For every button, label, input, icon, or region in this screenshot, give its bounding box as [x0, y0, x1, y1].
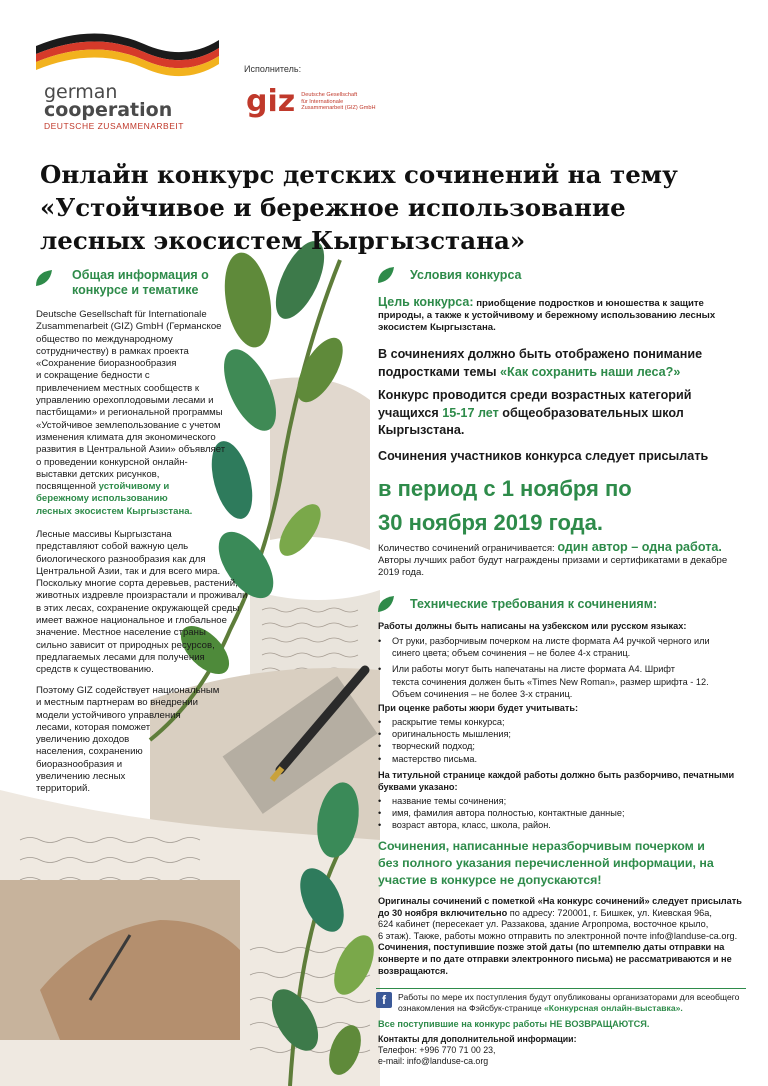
text-line: Zusammenarbeit (GIZ) GmbH (Германское	[36, 321, 222, 333]
text-line: в этих лесах, сохранение окружающей среды	[36, 602, 240, 614]
tech-requirements-heading-text: Технические требования к сочинениям:	[410, 596, 658, 611]
text-line: Авторы лучших работ будут награждены призами и сертификатами в декабре	[378, 555, 728, 567]
general-info-heading-line2: конкурсе и тематике	[72, 283, 199, 297]
deadline-text: до 30 ноября включительно	[378, 907, 508, 918]
text-line: 2019 года.	[378, 567, 425, 579]
title-line1: Онлайн конкурс детских сочинений на тему	[40, 160, 678, 189]
text-line: Оригиналы сочинений с пометкой «На конкурс сочинений» следует присылать	[378, 896, 742, 906]
text-line: представляют собой важную цель	[36, 541, 189, 553]
text-line: участие в конкурсе не допускаются!	[378, 873, 602, 887]
text-line: конверте и по дате отправки электронного письма) не рассматриваются и не	[378, 953, 732, 964]
text-line: без полного указания перечисленной информации, на	[378, 856, 714, 870]
giz-name-line1: Deutsche Gesellschaft	[301, 92, 358, 99]
title-line3: лесных экосистем Кыргызстана»	[40, 226, 526, 255]
text-line: о проведении конкурсной онлайн-	[36, 456, 188, 468]
jury-criteria	[378, 702, 738, 765]
text-line: ознакомления на Фэйсбук-странице	[398, 1003, 542, 1013]
text-line: экосистем Кыргызстана.	[378, 322, 496, 334]
list-item: • имя, фамилия автора полностью, контактные данные;	[392, 807, 748, 819]
leaf-icon	[376, 594, 396, 614]
giz-name-line3: Zusammenarbeit (GIZ) GmbH	[301, 105, 376, 112]
leaf-icon	[34, 268, 54, 288]
divider	[376, 988, 746, 989]
text-line: лесами, которая поможет	[36, 721, 151, 733]
age-range: 15-17 лет	[442, 405, 499, 420]
highlight-text: лесных экосистем Кыргызстана.	[36, 505, 193, 517]
disqualification-warning	[378, 838, 748, 889]
highlight-text: устойчивому и	[98, 481, 170, 493]
list-item: • раскрытие темы конкурса;	[392, 716, 738, 728]
contacts-heading: Контакты для дополнительной информации:	[378, 1034, 577, 1044]
text-line: увеличению доходов	[36, 734, 130, 746]
executor-label: Исполнитель:	[244, 64, 302, 74]
text-line: предлагаемых лесами для получения	[36, 651, 205, 663]
logo-cooperation: cooperation	[44, 99, 173, 121]
list-item	[392, 635, 738, 659]
text-line: общеобразовательных школ	[502, 405, 684, 420]
limit-label: Количество сочинений ограничивается:	[378, 543, 555, 554]
period-line2: 30 ноября 2019 года.	[378, 510, 603, 535]
text-line: развития в Центральной Азии» объявляет	[36, 444, 226, 456]
text-line: Поскольку многие сорта деревьев, растений,	[36, 578, 238, 590]
facebook-notice	[376, 992, 748, 1014]
text-line: увеличению лесных	[36, 771, 126, 783]
text-line: текста сочинения должен быть «Times New Roman», размер шрифта - 12.	[392, 676, 709, 687]
german-flag-wave-icon	[34, 28, 224, 78]
text-line: сильно зависит от природных ресурсов,	[36, 639, 215, 651]
text-line: синего цвета; объем сочинения – не более 4-х страниц.	[392, 648, 631, 659]
contacts	[378, 1034, 748, 1068]
text-line: • От руки, разборчивым почерком на листе формата А4 ручкой черного или	[392, 636, 710, 646]
text-line: общество по международному	[36, 333, 173, 345]
text-line: и сокращение бедности с	[36, 370, 150, 382]
text-line: • Или работы могут быть напечатаны на листе формата А4. Шрифт	[392, 664, 675, 675]
text-line: На титульной странице каждой работы должно быть разборчиво, печатными	[378, 770, 735, 780]
not-returned-notice: Все поступившие на конкурс работы НЕ ВОЗВРАЩАЮТСЯ.	[378, 1019, 650, 1029]
phone-number: Телефон: +996 770 71 00 23,	[378, 1045, 496, 1056]
send-instruction: Сочинения участников конкурса следует присылать	[378, 449, 709, 463]
text-line: Сочинения, написанные неразборчивым почерком и	[378, 839, 705, 853]
giz-logo	[246, 84, 406, 120]
text-line: пастбищами» и региональной программы	[36, 407, 223, 419]
text-line: «Устойчивое землепользование с учетом	[36, 419, 221, 431]
general-info-heading	[34, 268, 209, 298]
general-info-paragraph-3	[36, 685, 236, 796]
text-line: биологического разнообразия как для	[36, 553, 206, 565]
text-line: Лесные массивы Кыргызстана	[36, 529, 172, 540]
text-line: Центральной Азии, так и для всего мира.	[36, 565, 221, 577]
german-cooperation-logo	[34, 28, 224, 138]
highlight-text: бережному использованию	[36, 493, 168, 505]
text-line: средств к существованию.	[36, 664, 154, 676]
conditions-heading-text: Условия конкурса	[410, 267, 522, 282]
list-item: • оригинальность мышления;	[392, 728, 738, 740]
list-item: • творческий подход;	[392, 740, 738, 752]
text-line: территорий.	[36, 783, 90, 795]
limit-value: один автор – одна работа.	[557, 540, 722, 554]
text-line: Deutsche Gesellschaft für Internationale	[36, 309, 207, 320]
text-line: 6 этаж). Также, работы можно отправить по электронной почте info@landuse-ca.org.	[378, 930, 738, 941]
text-line: буквами указано:	[378, 782, 458, 792]
list-item	[392, 663, 738, 700]
text-line: Работы по мере их поступления будут опубликованы организаторами для всеобщего	[398, 992, 740, 1002]
text-line: сотрудничеству) в рамках проекта	[36, 345, 189, 357]
text-line: подростками темы	[378, 364, 497, 379]
originals-address	[378, 896, 748, 977]
email-address[interactable]: e-mail: info@landuse-ca.org	[378, 1056, 489, 1067]
text-line: изменения климата для экономического	[36, 431, 216, 443]
general-info-paragraph-1	[36, 309, 276, 518]
text-line: возвращаются.	[378, 965, 448, 976]
text-line: природы, а также к устойчивому и бережному использованию лесных	[378, 310, 716, 322]
goal-label: Цель конкурса:	[378, 295, 474, 309]
text-line: и местным партнерам во внедрении	[36, 697, 199, 709]
text-line: управлению орехоплодовыми лесами и	[36, 395, 214, 407]
text-line: животных издревле произрастали и проживали	[36, 590, 248, 602]
title-page-requirements	[378, 769, 748, 832]
list-item: • возраст автора, класс, школа, район.	[392, 819, 748, 831]
logo-german: german	[44, 81, 118, 103]
text-line: посвященной	[36, 481, 96, 493]
tech-requirements-heading	[376, 594, 657, 614]
text-line: выставки детских рисунков,	[36, 468, 160, 480]
limit-and-prizes	[378, 541, 748, 580]
text-line: 624 кабинет (пересекает ул. Раззакова, здание Агропрома, восточное крыло,	[378, 919, 709, 930]
text-line: модели устойчивого управления	[36, 709, 181, 721]
period-line1: в период с 1 ноября по	[378, 476, 632, 501]
text-line: Сочинения, поступившие позже этой даты (по штемпелю даты отправки на	[378, 942, 725, 953]
text-line: Конкурс проводится среди возрастных категорий	[378, 388, 692, 402]
age-requirement	[378, 387, 738, 440]
general-info-heading-line1: Общая информация о	[72, 268, 209, 282]
text-line: Кыргызстана.	[378, 423, 465, 437]
text-line: имеет важное национальное и глобальное	[36, 615, 227, 627]
logo-subtitle: DEUTSCHE ZUSAMMENARBEIT	[44, 121, 184, 131]
jury-heading: При оценке работы жюри будет учитывать:	[378, 703, 579, 713]
general-info-paragraph-2	[36, 529, 276, 677]
conditions-heading	[376, 265, 522, 285]
title-line2: «Устойчивое и бережное использование	[40, 193, 626, 222]
text-line: «Сохранение биоразнообразия	[36, 358, 177, 370]
format-requirements	[378, 620, 738, 700]
language-rule: Работы должны быть написаны на узбекском или русском языках:	[378, 621, 687, 631]
text-line: по адресу: 720001, г. Бишкек, ул. Киевская 96а,	[509, 907, 712, 918]
text-line: привлечением местных сообществ к	[36, 382, 200, 394]
text-line: населения, сохранению	[36, 746, 143, 758]
understanding-requirement	[378, 346, 738, 381]
text-line: Поэтому GIZ содействует национальным	[36, 685, 220, 696]
text-line: биоразнообразия и	[36, 758, 123, 770]
giz-name-line2: für Internationale	[301, 98, 344, 105]
page-title	[40, 158, 740, 257]
facebook-icon: f	[376, 992, 392, 1008]
text-line: приобщение подростков и юношества к защите	[476, 298, 704, 309]
text-line: Объем сочинения – не более 3-х страниц.	[392, 688, 573, 699]
facebook-page-link[interactable]: «Конкурсная онлайн-выставка».	[544, 1003, 683, 1013]
submission-period	[378, 472, 748, 540]
giz-mark: giz	[246, 84, 296, 119]
theme-quote: «Как сохранить наши леса?»	[499, 364, 681, 379]
contest-goal	[378, 296, 728, 335]
leaf-icon	[376, 265, 396, 285]
text-line: значение. Местное население страны	[36, 627, 206, 639]
list-item: • название темы сочинения;	[392, 795, 748, 807]
text-line: В сочинениях должно быть отображено понимание	[378, 347, 703, 361]
text-line: учащихся	[378, 405, 439, 420]
list-item: • мастерство письма.	[392, 753, 738, 765]
